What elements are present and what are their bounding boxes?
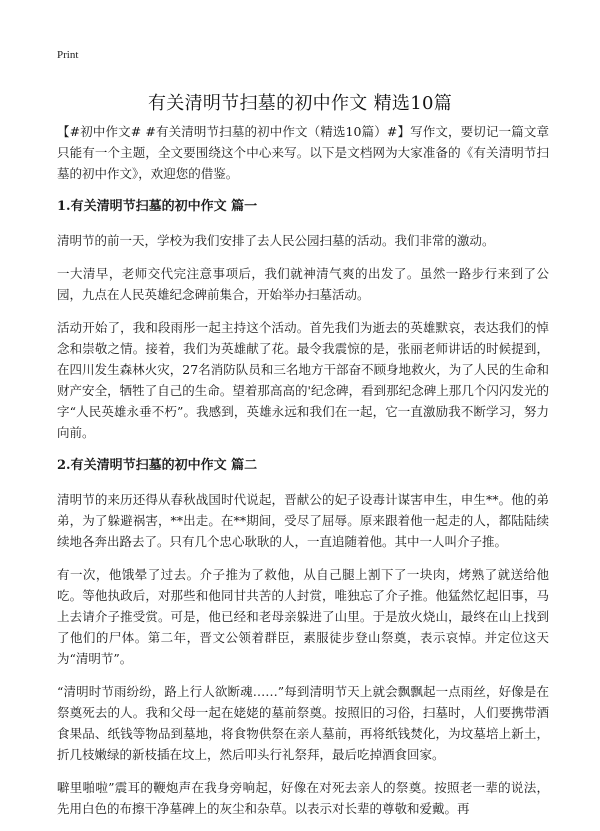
section-1-paragraph: 一大清早，老师交代完注意事项后，我们就神清气爽的出发了。虽然一路步行来到了公园，九点在人民英雄纪念碑前集合，开始举办扫墓活动。 (57, 266, 549, 302)
section-heading-2: 2.有关清明节扫墓的初中作文 篇二 (57, 458, 258, 473)
print-link[interactable]: Print (57, 49, 79, 61)
section-1-paragraph: 活动开始了，我和段雨彤一起主持这个活动。首先我们为逝去的英雄默哀，表达我们的悼念和崇敬之情。接着，我们为英雄献了花。最令我震惊的是，张丽老师讲话的时候提到，在四川发生森林火灾，27名消防队员和三名地方干部奋不顾身地救火，为了人民的生命和财产安全，牺牲了自己的生命。望着那高高的'纪念碑，看到那纪念碑上那几个闪闪发光的字“人民英雄永垂不朽”。我感到，英雄永远和我们在一起，它一直激励我不断学习，努力向前。 (57, 320, 549, 440)
section-2-paragraph: 有一次，他饿晕了过去。介子推为了救他，从自己腿上割下了一块肉，烤熟了就送给他吃。等他执政后，对那些和他同甘共苦的人封赏，唯独忘了介子推。他猛然忆起旧事，马上去请介子推受赏。可是，他已经和老母亲躲进了山里。于是放火烧山，最终在山上找到了他们的尸体。第二年，晋文公领着群臣，素服徒步登山祭奠，表示哀悼。并定位这天为“清明节”。 (57, 567, 549, 666)
section-1-paragraph: 清明节的前一天，学校为我们安排了去人民公园扫墓的活动。我们非常的激动。 (57, 233, 495, 248)
intro-paragraph: 【#初中作文# #有关清明节扫墓的初中作文（精选10篇）#】写作文，要切记一篇文章只能有一个主题，全文要围绕这个中心来写。以下是文档网为大家准备的《有关清明节扫墓的初中作文》，欢迎您的借鉴。 (57, 124, 549, 181)
section-2-paragraph: 噼里啪啦”震耳的鞭炮声在我身旁响起，好像在对死去亲人的祭奠。按照老一辈的说法，先用白色的布擦干净墓碑上的灰尘和杂草。以表示对长辈的尊敬和爱戴。再 (57, 780, 549, 816)
article-body (57, 121, 549, 831)
section-heading-1: 1.有关清明节扫墓的初中作文 篇一 (57, 199, 258, 214)
section-2-paragraph: 清明节的来历还得从春秋战国时代说起，晋献公的妃子设毒计谋害申生，申生**。他的弟弟，为了躲避祸害，**出走。在**期间，受尽了屈辱。原来跟着他一起走的人，都陆陆续续地各奔出路去了。只有几个忠心耿耿的人，一直追随着他。其中一人叫介子推。 (57, 492, 549, 549)
section-2-paragraph: “清明时节雨纷纷，路上行人欲断魂……”每到清明节天上就会飘飘起一点雨丝，好像是在祭奠死去的人。我和父母一起在姥姥的墓前祭奠。按照旧的习俗，扫墓时，人们要携带酒食果品、纸钱等物品到墓地，将食物供祭在亲人墓前，再将纸钱焚化，为坟墓培上新土，折几枝嫩绿的新枝插在坟上，然后叩头行礼祭拜，最后吃掉酒食回家。 (57, 684, 549, 762)
page-title: 有关清明节扫墓的初中作文 精选10篇 (147, 93, 453, 114)
